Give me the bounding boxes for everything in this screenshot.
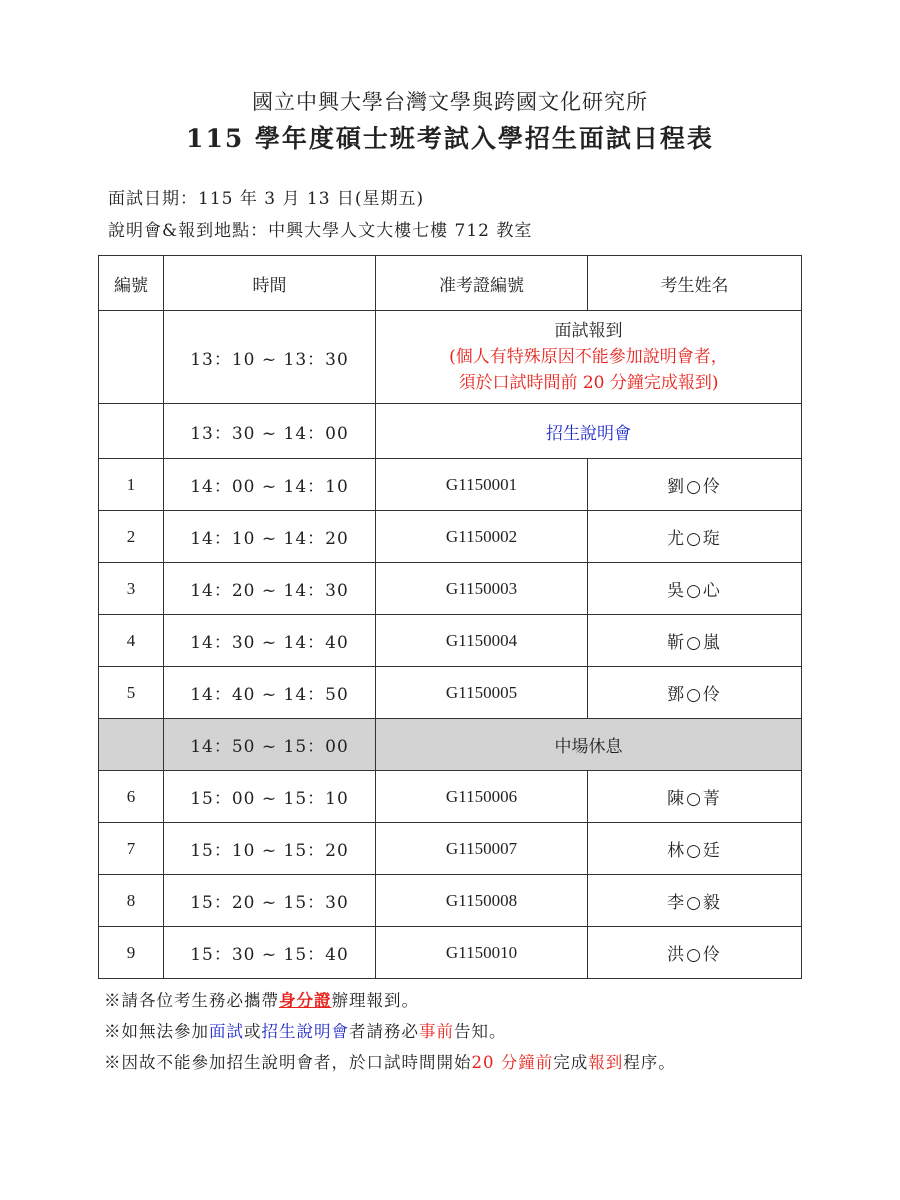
table-row <box>99 927 802 979</box>
note-3-part2: 完成 <box>553 1053 589 1072</box>
note-advance-notice <box>104 1021 507 1043</box>
table-row <box>99 875 802 927</box>
briefing-label: 招生說明會 <box>376 404 802 459</box>
note-2-part4: 告知。 <box>454 1022 507 1041</box>
row-time: 15：20 ~ 15：30 <box>164 875 376 927</box>
header-candidate-name: 考生姓名 <box>588 256 802 311</box>
row-candidate-name: 陳○菁 <box>588 771 802 823</box>
row-time: 15：00 ~ 15：10 <box>164 771 376 823</box>
row-admission-id: G1150010 <box>376 927 588 979</box>
row-candidate-name: 洪○伶 <box>588 927 802 979</box>
checkin-time: 13：10 ~ 13：30 <box>164 311 376 404</box>
header-admission-id: 准考證編號 <box>376 256 588 311</box>
row-time: 15：30 ~ 15：40 <box>164 927 376 979</box>
note-3-twenty-minutes: 20 分鐘前 <box>471 1053 554 1072</box>
note-1-prefix: ※請各位考生務必攜帶 <box>104 991 279 1010</box>
row-admission-id: G1150008 <box>376 875 588 927</box>
row-candidate-name: 劉○伶 <box>588 459 802 511</box>
table-header-row <box>99 256 802 311</box>
break-label: 中場休息 <box>376 719 802 771</box>
checkin-note-line2: 須於口試時間前 20 分鐘完成報到) <box>458 373 719 393</box>
table-row <box>99 511 802 563</box>
table-row <box>99 823 802 875</box>
note-2-part1: ※如無法參加 <box>104 1022 209 1041</box>
note-3-checkin: 報到 <box>588 1053 624 1072</box>
row-candidate-name: 李○毅 <box>588 875 802 927</box>
interview-schedule-table <box>98 255 802 979</box>
row-number: 5 <box>99 667 164 719</box>
note-1-emphasis: 身分證 <box>279 991 332 1010</box>
table-row <box>99 667 802 719</box>
checkin-note-line1: (個人有特殊原因不能參加說明會者， <box>449 347 728 367</box>
institution-title: 國立中興大學台灣文學與跨國文化研究所 <box>252 90 648 114</box>
note-3-part1: ※因故不能參加招生說明會者，於口試時間開始 <box>104 1053 472 1072</box>
break-time: 14：50 ~ 15：00 <box>164 719 376 771</box>
note-2-part2: 或 <box>244 1022 262 1041</box>
row-candidate-name: 靳○嵐 <box>588 615 802 667</box>
row-time: 14：10 ~ 14：20 <box>164 511 376 563</box>
note-2-interview: 面試 <box>209 1022 244 1041</box>
break-row <box>99 719 802 771</box>
interview-date: 面試日期：115 年 3 月 13 日(星期五) <box>108 189 425 209</box>
checkin-info <box>376 311 802 404</box>
note-3-part3: 程序。 <box>623 1053 676 1072</box>
document-title: 115 學年度碩士班考試入學招生面試日程表 <box>186 124 714 153</box>
row-candidate-name: 鄧○伶 <box>588 667 802 719</box>
break-number <box>99 719 164 771</box>
note-2-in-advance: 事前 <box>419 1022 454 1041</box>
row-number: 3 <box>99 563 164 615</box>
row-time: 14：40 ~ 14：50 <box>164 667 376 719</box>
row-candidate-name: 尤○琁 <box>588 511 802 563</box>
header-time: 時間 <box>164 256 376 311</box>
row-admission-id: G1150007 <box>376 823 588 875</box>
checkin-row <box>99 311 802 404</box>
briefing-row <box>99 404 802 459</box>
row-number: 1 <box>99 459 164 511</box>
checkin-label: 面試報到 <box>554 321 623 341</box>
briefing-location: 說明會&報到地點：中興大學人文大樓七樓 712 教室 <box>108 221 533 241</box>
row-admission-id: G1150002 <box>376 511 588 563</box>
row-admission-id: G1150003 <box>376 563 588 615</box>
row-candidate-name: 林○廷 <box>588 823 802 875</box>
row-time: 14：00 ~ 14：10 <box>164 459 376 511</box>
row-time: 14：30 ~ 14：40 <box>164 615 376 667</box>
table-row <box>99 771 802 823</box>
note-id-card <box>104 990 419 1012</box>
note-2-briefing: 招生說明會 <box>261 1022 349 1041</box>
row-time: 14：20 ~ 14：30 <box>164 563 376 615</box>
row-admission-id: G1150004 <box>376 615 588 667</box>
checkin-number <box>99 311 164 404</box>
row-number: 7 <box>99 823 164 875</box>
row-time: 15：10 ~ 15：20 <box>164 823 376 875</box>
row-number: 6 <box>99 771 164 823</box>
header-number: 編號 <box>99 256 164 311</box>
row-admission-id: G1150001 <box>376 459 588 511</box>
note-1-suffix: 辦理報到。 <box>331 991 419 1010</box>
row-number: 8 <box>99 875 164 927</box>
table-row <box>99 563 802 615</box>
row-number: 4 <box>99 615 164 667</box>
briefing-number <box>99 404 164 459</box>
row-number: 2 <box>99 511 164 563</box>
row-number: 9 <box>99 927 164 979</box>
table-row <box>99 615 802 667</box>
row-admission-id: G1150005 <box>376 667 588 719</box>
table-row <box>99 459 802 511</box>
briefing-time: 13：30 ~ 14：00 <box>164 404 376 459</box>
row-admission-id: G1150006 <box>376 771 588 823</box>
note-2-part3: 者請務必 <box>349 1022 419 1041</box>
row-candidate-name: 吳○心 <box>588 563 802 615</box>
note-early-checkin <box>104 1052 676 1074</box>
